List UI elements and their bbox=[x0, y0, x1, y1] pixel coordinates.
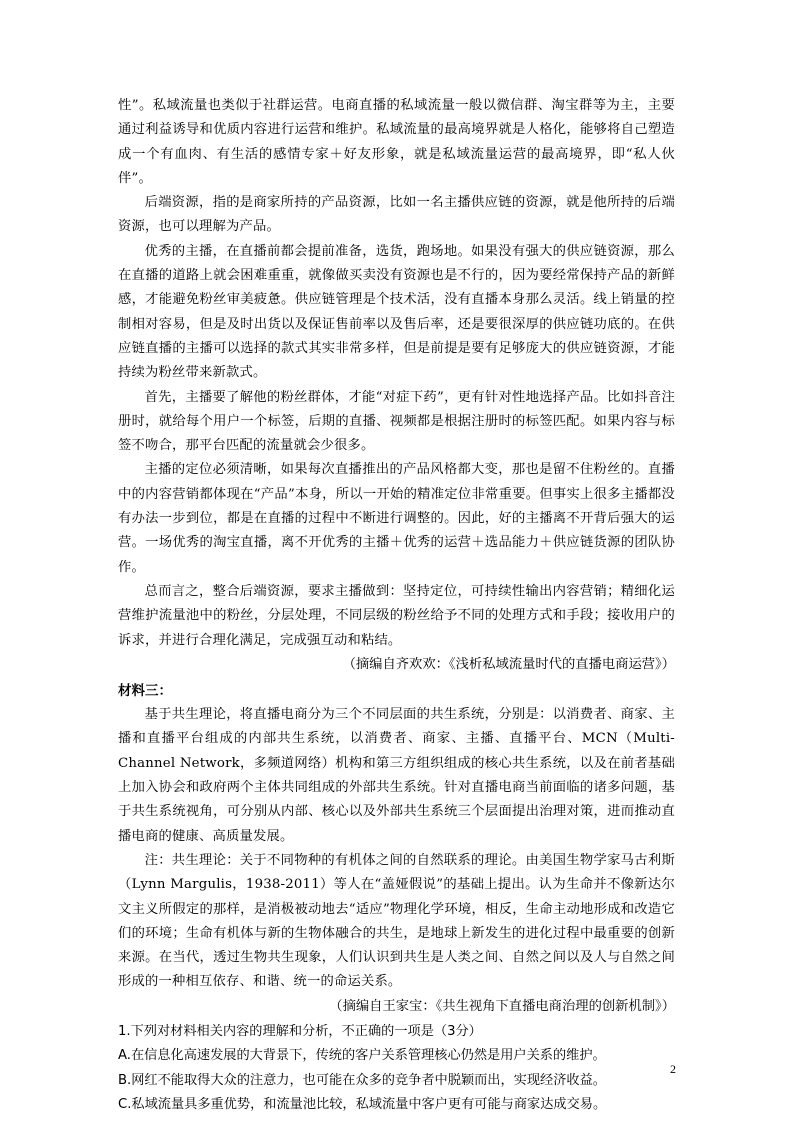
option-b: B.网红不能取得大众的注意力，也可能在众多的竞争者中脱颖而出，实现经济收益。 bbox=[118, 1072, 606, 1088]
paragraph-symbiosis-system: 基于共生理论，将直播电商分为三个不同层面的共生系统，分别是：以消费者、商家、主播和直播平台组成的内部共生系统，以消费者、商家、主播、直播平台、MCN（Multi-Channel Network，多频道网络）机构和第三方组织组成的核心共生系统，以及在前者基础上加入协会和政府两个主体共同组成的外部共生系统。针对直播电商当前面临的诸多问题，基于共生系统视角，可分别从内部、核心以及外部共生系统三个层面提出治理对策，进而推动直播电商的健康、高质量发展。 bbox=[118, 707, 675, 844]
source-citation-material-3: （摘编自王家宝：《共生视角下直播电商治理的创新机制》） bbox=[329, 998, 675, 1014]
paragraph-supply-chain: 优秀的主播，在直播前都会提前准备，选货，跑场地。如果没有强大的供应链资源，那么在直播的道路上就会困难重重，就像做买卖没有资源也是不行的，因为要经常保持产品的新鲜感，才能避免粉丝审美疲惫。供应链管理是个技术活，没有直播本身那么灵活。线上销量的控制相对容易，但是及时出货以及保证售前率以及售后率，还是要很深厚的供应链功底的。在供应链直播的主播可以选择的款式其实非常多样，但是前提是要有足够庞大的供应链资源，才能持续为粉丝带来新款式。 bbox=[118, 243, 675, 381]
paragraph-symbiosis-note: 注：共生理论：关于不同物种的有机体之间的自然联系的理论。由美国生物学家马古利斯（Lynn Margulis，1938-2011）等人在“盖娅假说”的基础上提出。认为生命并不像新达尔文主义所假定的那样，是消极被动地去“适应”物理化学环境，相反，生命主动地形成和改造它们的环境；生命有机体与新的生物体融合的共生，是地球上新发生的进化过程中最重要的创新来源。在当代，透过生物共生现象，人们认识到共生是人类之间、自然之间以及人与自然之间形成的一种相互依存、和谐、统一的命运关系。 bbox=[118, 852, 675, 990]
option-c: C.私域流量具多重优势，和流量池比较，私域流量中客户更有可能与商家达成交易。 bbox=[118, 1096, 607, 1112]
paragraph-summary: 总而言之，整合后端资源，要求主播做到：坚持定位，可持续性输出内容营销；精细化运营维护流量池中的粉丝，分层处理，不同层级的粉丝给予不同的处理方式和手段；接收用户的诉求，并进行合理化满足，完成强互动和粘结。 bbox=[118, 583, 675, 648]
material-3-heading: 材料三： bbox=[118, 683, 172, 700]
page-content bbox=[118, 94, 675, 1117]
option-a: A.在信息化高速发展的大背景下，传统的客户关系管理核心仍然是用户关系的维护。 bbox=[118, 1048, 606, 1064]
paragraph-positioning: 主播的定位必须清晰，如果每次直播推出的产品风格都大变，那也是留不住粉丝的。直播中的内容营销都体现在“产品”本身，所以一开始的精准定位非常重要。但事实上很多主播都没有办法一步到位，都是在直播的过程中不断进行调整的。因此，好的主播离不开背后强大的运营。一场优秀的淘宝直播，离不开优秀的主播＋优秀的运营＋选品能力＋供应链货源的团队协作。 bbox=[118, 462, 675, 575]
question-1 bbox=[118, 1020, 675, 1117]
paragraph-backend-resources: 后端资源，指的是商家所持的产品资源，比如一名主播供应链的资源，就是他所持的后端资源，也可以理解为产品。 bbox=[118, 195, 675, 235]
paragraph-private-traffic: 性”。私域流量也类似于社群运营。电商直播的私域流量一般以微信群、淘宝群等为主，主要通过利益诱导和优质内容进行运营和维护。私域流量的最高境界就是人格化，能够将自己塑造成一个有血肉、有生活的感情专家＋好友形象，就是私域流量运营的最高境界，即“私人伙伴”。 bbox=[118, 98, 675, 186]
source-citation-material-2: （摘编自齐欢欢：《浅析私域流量时代的直播电商运营》） bbox=[342, 656, 675, 672]
page-number: 2 bbox=[670, 1062, 676, 1076]
paragraph-fan-group: 首先，主播要了解他的粉丝群体，才能“对症下药”，更有针对性地选择产品。比如抖音注册时，就给每个用户一个标签，后期的直播、视频都是根据注册时的标签匹配。如果内容与标签不吻合，那平台匹配的流量就会少很多。 bbox=[118, 389, 675, 454]
question-stem: 1.下列对材料相关内容的理解和分析，不正确的一项是（3分） bbox=[118, 1023, 482, 1039]
